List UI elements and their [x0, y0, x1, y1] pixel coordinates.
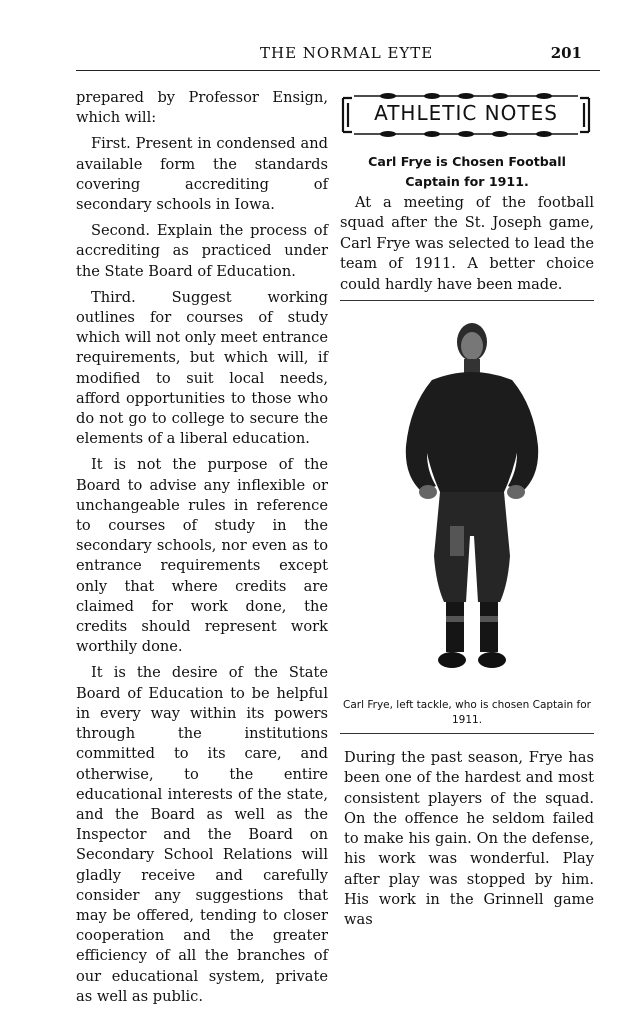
- photo-caption: Carl Frye, left tackle, who is chosen Captain for 1911.: [343, 699, 591, 726]
- page-number: 201: [550, 44, 582, 62]
- header-rule: [76, 70, 600, 71]
- banner-title: ATHLETIC NOTES: [374, 101, 558, 125]
- athletic-notes-banner: [340, 92, 592, 138]
- section-rule: [340, 733, 594, 734]
- body-paragraph: During the past season, Frye has been one of the hardest and most consistent players of the squad. On the offence he seldom failed to make his gain. On the defense, his work was wonderful. Play after play was stopped by him. His work in the Grinnell game was: [344, 749, 594, 929]
- paragraph: prepared by Professor Ensign, which will:: [76, 89, 328, 127]
- article-body: [344, 748, 594, 931]
- paragraph: Second. Explain the process of accrediting as practiced under the State Board of Education.: [76, 222, 328, 280]
- article-headline: Carl Frye is Chosen Football Captain for 1911.: [368, 154, 566, 189]
- player-silhouette-icon: [392, 316, 552, 686]
- paragraph: It is not the purpose of the Board to advise any inflexible or unchangeable rules in reference to courses of study in the secondary schools, nor even as to entrance requirements except only that where credits are claimed for work done, the credits should represent work worthily done.: [76, 456, 328, 656]
- football-player-photo: [392, 316, 552, 686]
- running-header: [76, 44, 600, 68]
- paragraph: First. Present in condensed and available form the standards covering accrediting of secondary schools in Iowa.: [76, 135, 328, 214]
- paragraph: Third. Suggest working outlines for courses of study which will not only meet entrance requirements, but which will, if modified to suit local needs, afford opportunities to those who do not go to college to secure the elements of a liberal education.: [76, 288, 328, 448]
- journal-title: THE NORMAL EYTE: [260, 44, 434, 62]
- intro-paragraph: At a meeting of the football squad after the St. Joseph game, Carl Frye was selected to lead the team of 1911. A better choice could hardly have been made.: [340, 194, 594, 293]
- section-rule: [340, 300, 594, 301]
- left-column: [76, 88, 328, 1013]
- paragraph: It is the desire of the State Board of Education to be helpful in every way within its powers through the institutions committed to its care, and otherwise, to the entire educational interests of the state, and the Board as well as the Inspector and the Board on Secondary School Relations will gladly receive and carefully consider any suggestions that may be offered, tending to closer cooperation and the greater efficiency of all the branches of our educational system, private as well as public.: [76, 664, 328, 1005]
- article-intro: [340, 193, 594, 295]
